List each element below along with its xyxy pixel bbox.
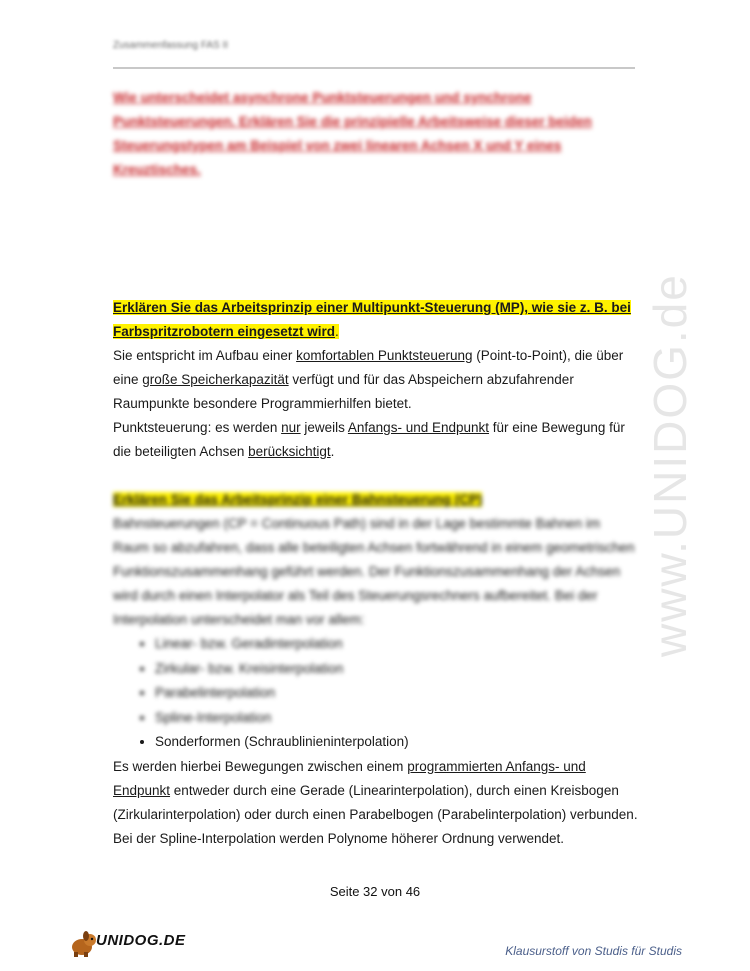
page-number: Seite 32 von 46 xyxy=(329,884,421,899)
cp-paragraph xyxy=(113,755,638,851)
mp-heading-end: . xyxy=(335,324,339,339)
list-item: • Parabelinterpolation xyxy=(155,681,638,706)
mp-p2-d: . xyxy=(330,444,335,459)
mp-p2-u3: berücksichtigt xyxy=(248,444,331,459)
section-multipunkt xyxy=(113,296,638,464)
blurred-question: Wie unterscheidet asynchrone Punktsteuerungen und synchrone Punktsteuerungen. Erklären Sie die prinzipielle Arbeitsweise dieser beiden Steuerungstypen am Beispiel von zwei linearen Achsen X und Y eines Kreuztisches. xyxy=(113,90,592,177)
mp-paragraph-2 xyxy=(113,416,638,464)
list-item: • Spline-Interpolation xyxy=(155,706,638,731)
section-mp-heading xyxy=(113,296,638,344)
cp-blurred-paragraph: Bahnsteuerungen (CP = Continuous Path) sind in der Lage bestimmte Bahnen im Raum so abzufahren, dass alle beteiligten Achsen fortwährend in einem geometrischen Funktionszusammenhang geführt werden. Der Funktionszusammenhang der Achsen wird durch einen Interpolator als Teil des Steuerungsrechners aufbereitet. Bei der Interpolation unterscheidet man vor allem: xyxy=(113,516,635,627)
mp-p2-u1: nur xyxy=(281,420,301,435)
footer-tagline: Klausurstoff von Studis für Studis xyxy=(505,944,682,958)
mp-p2-b: jeweils xyxy=(300,420,348,435)
mp-p1-u2: große Speicherkapazität xyxy=(142,372,289,387)
header-title: Zusammenfassung FAS II xyxy=(113,40,229,51)
unidog-logo xyxy=(68,930,188,958)
cp-heading-text: Erklären Sie das Arbeitsprinzip einer Bahnsteuerung (CP) xyxy=(113,492,483,507)
mp-p2-a: Punktsteuerung: es werden xyxy=(113,420,282,435)
mp-heading-text: Erklären Sie das Arbeitsprinzip einer Multipunkt-Steuerung (MP), wie sie z. B. bei Farbspritzrobotern eingesetzt wird xyxy=(113,300,631,339)
cp-heading xyxy=(113,488,638,512)
list-item: • Zirkular- bzw. Kreisinterpolation xyxy=(155,657,638,682)
logo-text: UNIDOG.DE xyxy=(96,932,186,949)
list-item: • Linear- bzw. Geradinterpolation xyxy=(155,632,638,657)
mp-p2-c: für eine Bewegung für die beteiligten Achsen xyxy=(113,420,625,459)
dog-icon xyxy=(68,930,98,958)
mp-p1-c: verfügt und für das Abspeichern abzufahrender Raumpunkte besondere Programmierhilfen bietet. xyxy=(113,372,574,411)
header-divider xyxy=(113,67,635,69)
mp-paragraph-1 xyxy=(113,344,638,416)
cp-p-u1: programmierten Anfangs- und Endpunkt xyxy=(113,758,586,798)
mp-p2-u2: Anfangs- und Endpunkt xyxy=(347,420,490,435)
watermark: www.UNIDOG.de xyxy=(644,273,696,657)
list-item: • Sonderformen (Schraublinieninterpolation) xyxy=(155,730,638,755)
mp-p1-b: (Point-to-Point), die über eine xyxy=(113,348,624,387)
interpolation-list xyxy=(113,632,638,755)
mp-p1-u1: komfortablen Punktsteuerung xyxy=(296,348,473,363)
cp-p-a: Es werden hierbei Bewegungen zwischen einem xyxy=(113,758,408,774)
mp-p1-a: Sie entspricht im Aufbau einer xyxy=(113,348,297,363)
section-bahnsteuerung xyxy=(113,488,638,851)
cp-p-b: entweder durch eine Gerade (Linearinterpolation), durch einen Kreisbogen (Zirkularinterpolation) oder durch einen Parabelbogen (Parabelinterpolation) verbunden. Bei der Spline-Interpolation werden Polynome höherer Ordnung verwendet. xyxy=(113,782,638,846)
